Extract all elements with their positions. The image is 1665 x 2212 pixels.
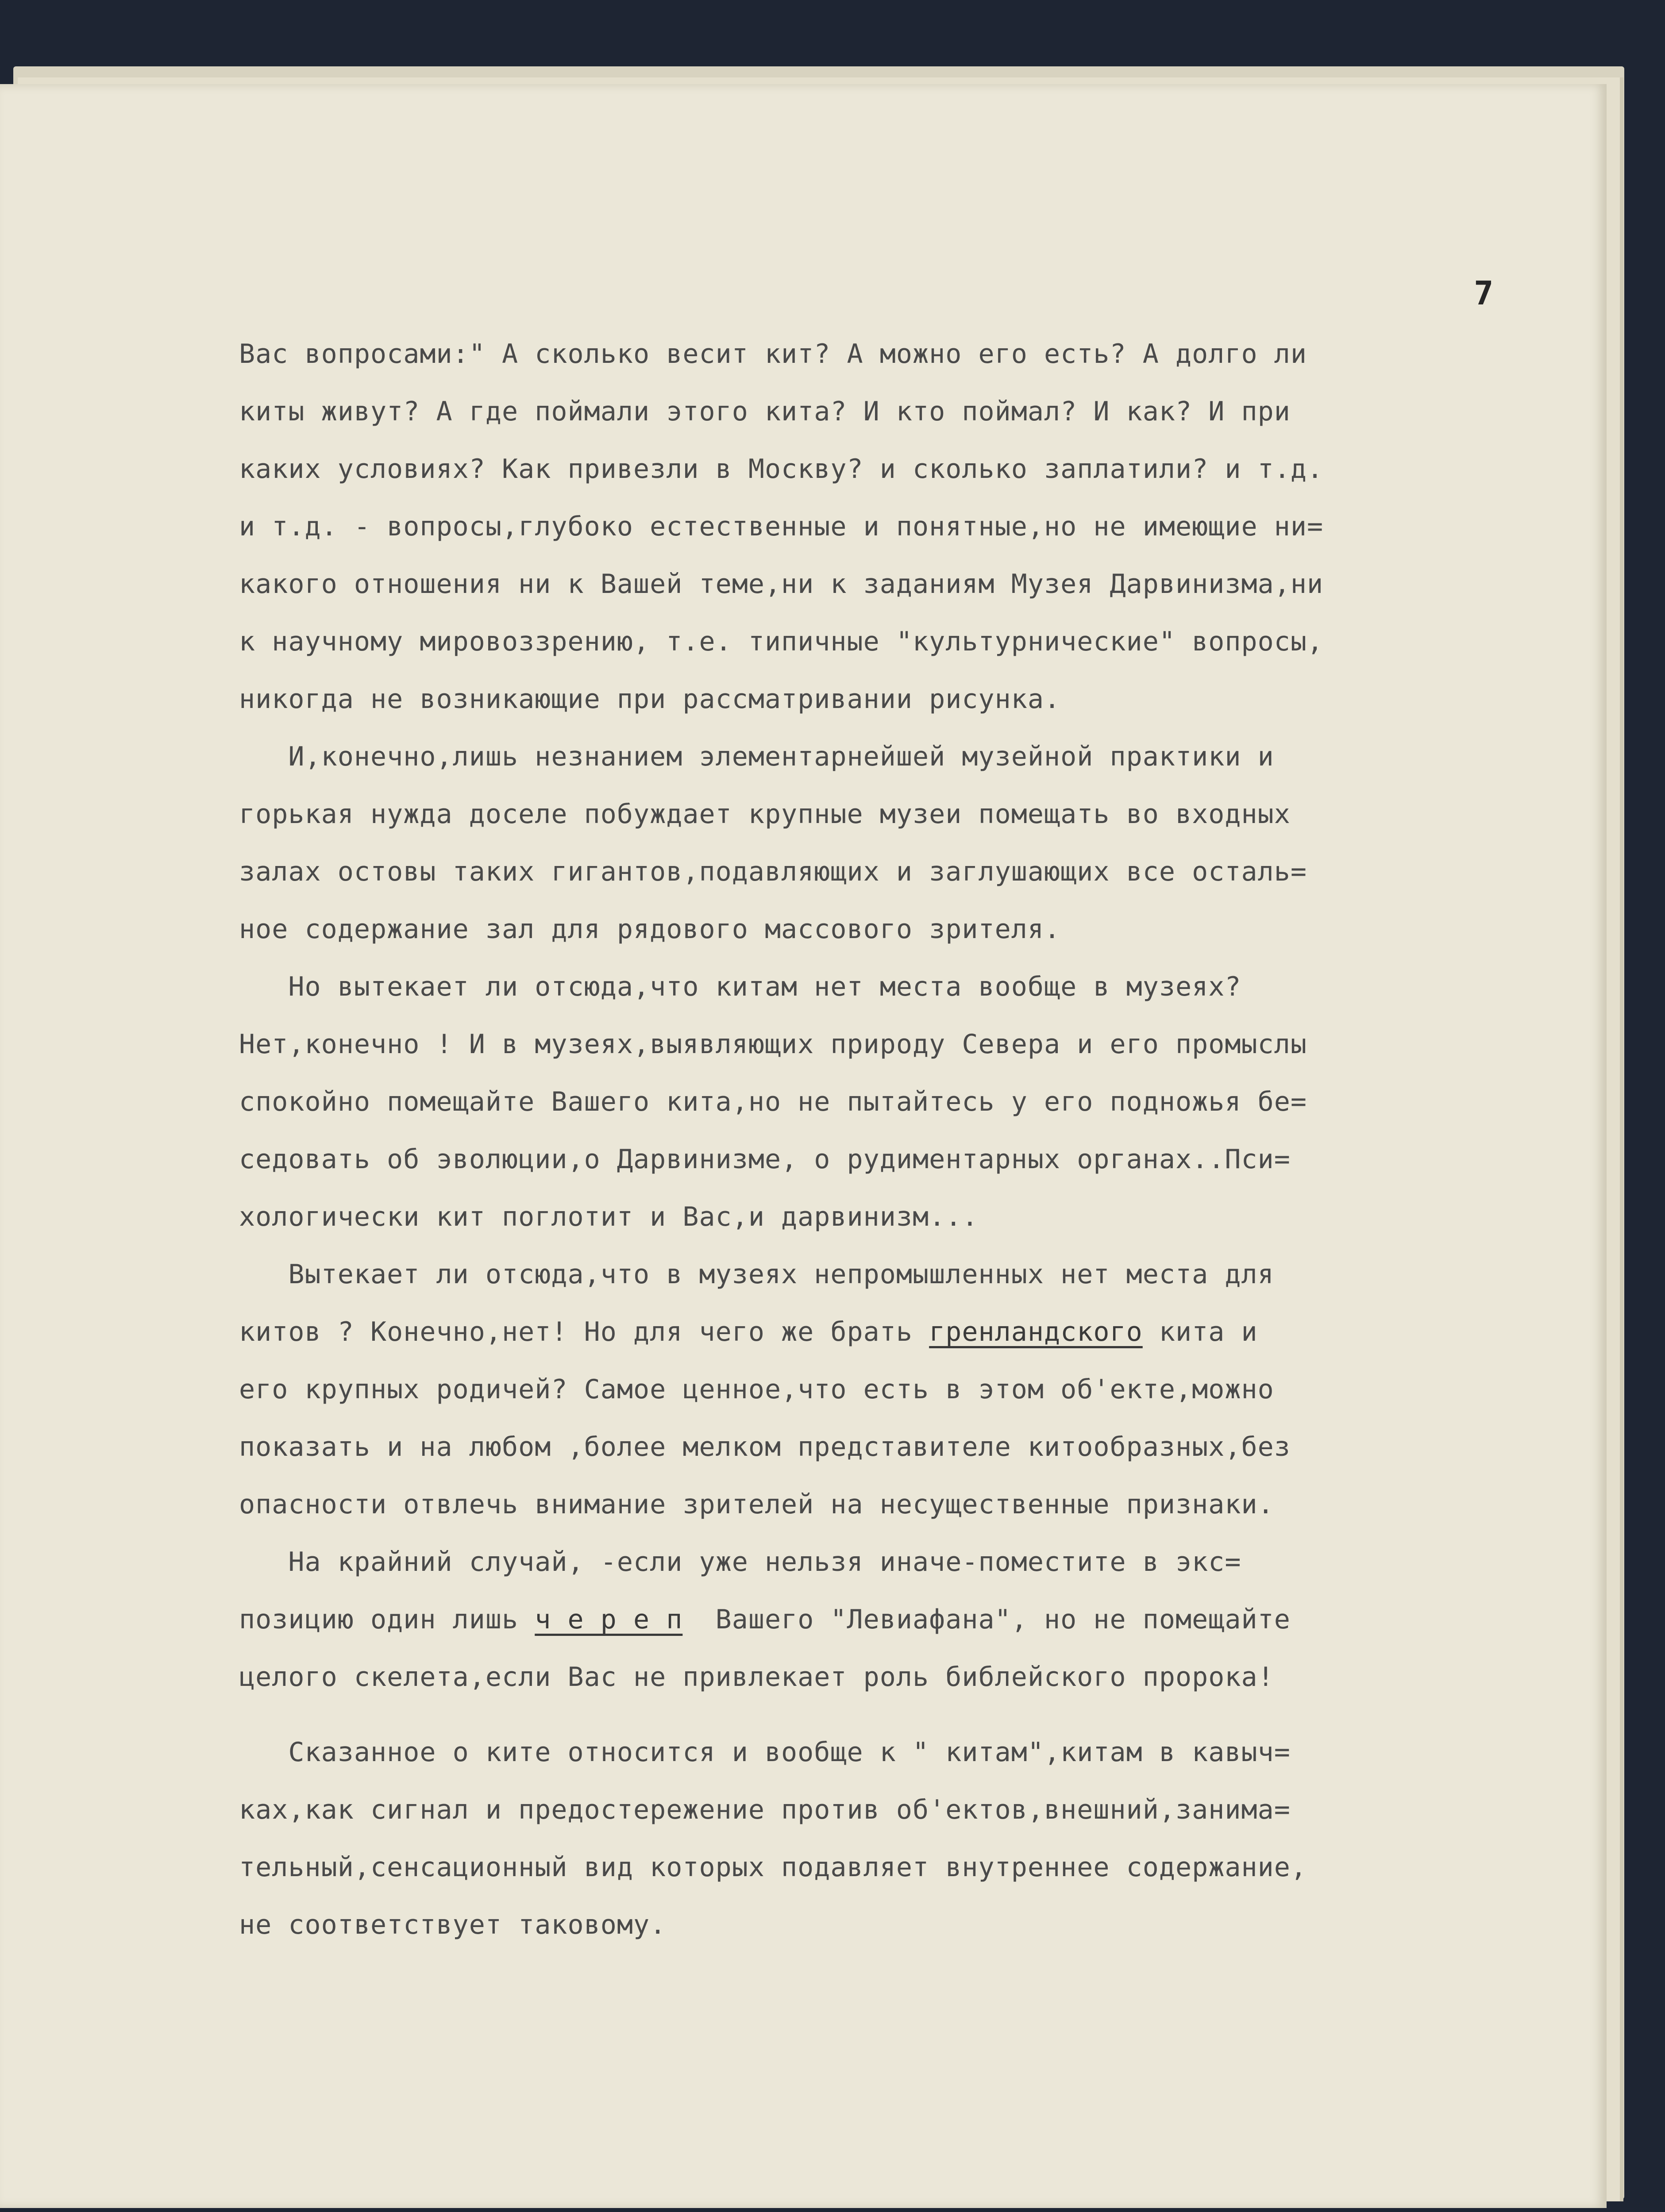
typewritten-page: [0, 84, 1607, 2208]
text-line: Но вытекает ли отсюда,что китам нет места вообще в музеях?: [239, 971, 1241, 1002]
text-line: показать и на любом ,более мелком представителе китообразных,без: [239, 1431, 1291, 1462]
paragraph-gap: [239, 1706, 1549, 1723]
text-line: к научному мировоззрению, т.е. типичные "культурнические" вопросы,: [239, 626, 1324, 657]
text-line: седовать об эволюции,о Дарвинизме, о рудиментарных органах..Пси=: [239, 1144, 1291, 1175]
text-line: ное содержание зал для рядового массового зрителя.: [239, 914, 1061, 945]
text-line: киты живут? А где поймали этого кита? И кто поймал? И как? И при: [239, 396, 1291, 427]
text-line: залах остовы таких гигантов,подавляющих и заглушающих все осталь=: [239, 856, 1307, 887]
text-line: ках,как сигнал и предостережение против об'ектов,внешний,занима=: [239, 1794, 1291, 1825]
text-line: И,конечно,лишь незнанием элементарнейшей музейной практики и: [239, 741, 1274, 772]
page-number: 7: [1474, 274, 1494, 312]
text-line: Вас вопросами:" А сколько весит кит? А можно его есть? А долго ли: [239, 339, 1307, 369]
text-line: Вытекает ли отсюда,что в музеях непромышленных нет места для: [239, 1259, 1274, 1290]
text-line: никогда не возникающие при рассматривании рисунка.: [239, 684, 1061, 715]
text-line: опасности отвлечь внимание зрителей на несущественные признаки.: [239, 1489, 1274, 1520]
text-line: Сказанное о ките относится и вообще к " китам",китам в кавыч=: [239, 1737, 1291, 1768]
text-line: позицию один лишь ч е р е п Вашего "Левиафана", но не помещайте: [239, 1604, 1291, 1635]
page-text-body: [239, 325, 1549, 1954]
text-line: Нет,конечно ! И в музеях,выявляющих природу Севера и его промыслы: [239, 1029, 1307, 1060]
text-line: китов ? Конечно,нет! Но для чего же брать гренландского кита и: [239, 1316, 1258, 1347]
underlined-word: ч е р е п: [535, 1604, 683, 1635]
text-line: каких условиях? Как привезли в Москву? и сколько заплатили? и т.д.: [239, 454, 1324, 485]
text-line: не соответствует таковому.: [239, 1909, 667, 1940]
text-line: какого отношения ни к Вашей теме,ни к заданиям Музея Дарвинизма,ни: [239, 569, 1324, 600]
text-line: и т.д. - вопросы,глубоко естественные и понятные,но не имеющие ни=: [239, 511, 1324, 542]
text-line: тельный,сенсационный вид которых подавляет внутреннее содержание,: [239, 1852, 1307, 1883]
underlined-word: гренландского: [929, 1316, 1143, 1347]
text-line: хологически кит поглотит и Вас,и дарвинизм...: [239, 1201, 979, 1232]
text-line: целого скелета,если Вас не привлекает роль библейского пророка!: [239, 1662, 1274, 1693]
text-line: спокойно помещайте Вашего кита,но не пытайтесь у его подножья бе=: [239, 1086, 1307, 1117]
text-line: его крупных родичей? Самое ценное,что есть в этом об'екте,можно: [239, 1374, 1274, 1405]
text-line: горькая нужда доселе побуждает крупные музеи помещать во входных: [239, 799, 1291, 830]
text-line: На крайний случай, -если уже нельзя иначе-поместите в экс=: [239, 1546, 1241, 1577]
